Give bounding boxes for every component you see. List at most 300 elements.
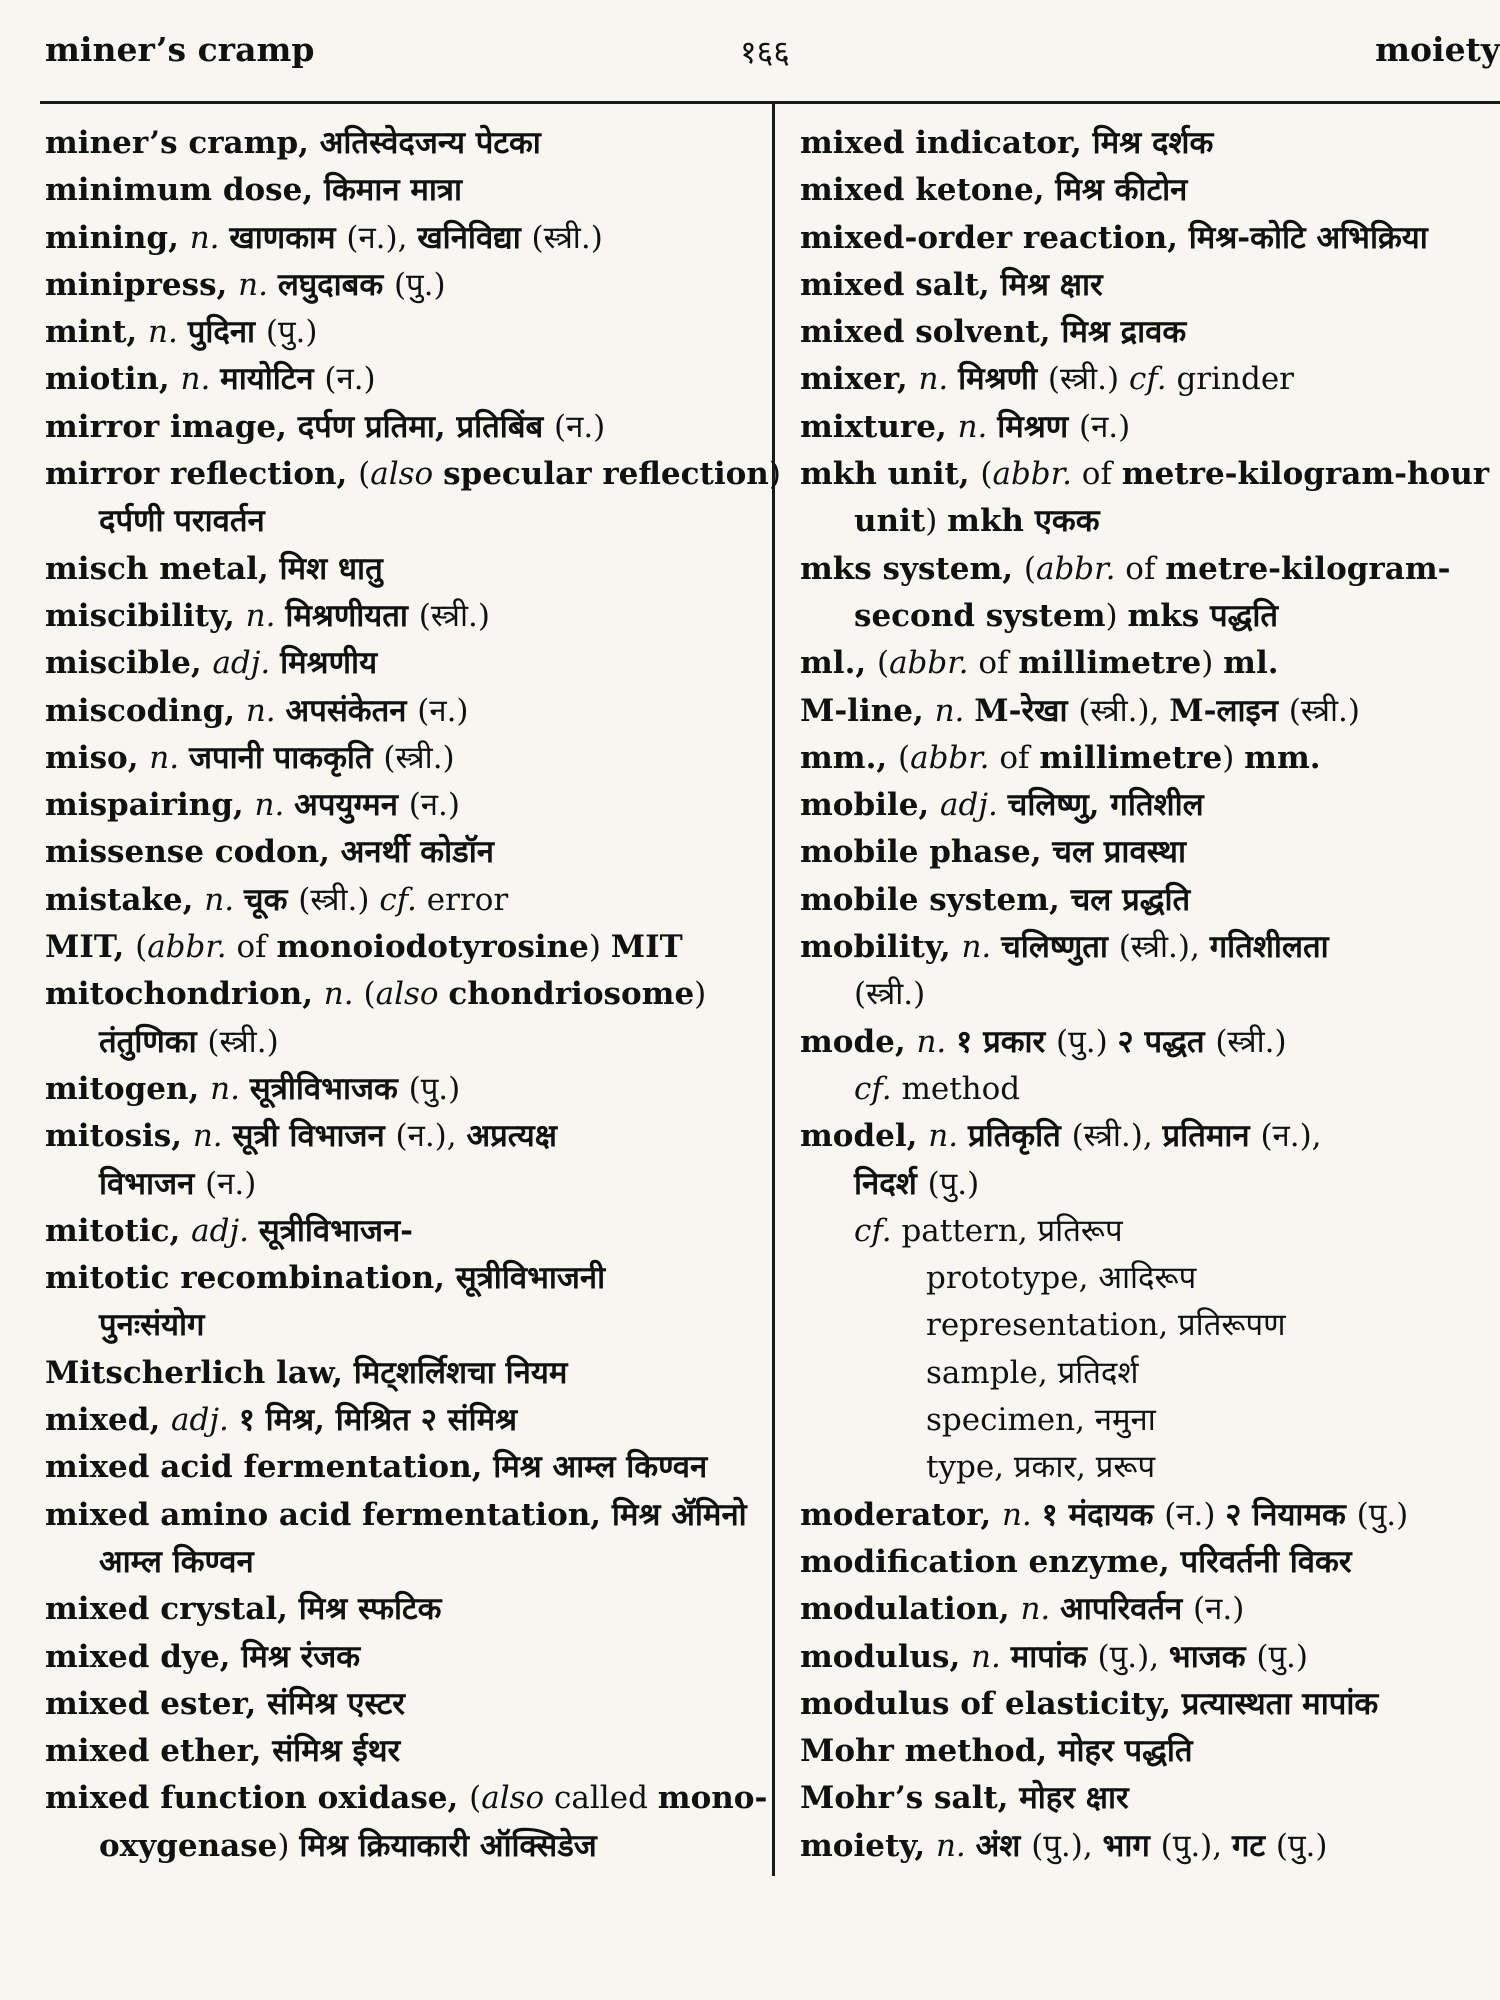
entry-line xyxy=(45,924,765,971)
headword: MIT, xyxy=(45,929,136,966)
entry-text: n. xyxy=(148,314,188,351)
entry-line xyxy=(800,498,1500,545)
entry-line xyxy=(800,924,1500,971)
headword: mixed function oxidase, xyxy=(45,1780,470,1817)
entry-line xyxy=(800,640,1500,687)
marathi-term: अनर्थी कोडॉन xyxy=(340,834,494,871)
entry-line xyxy=(45,1634,765,1681)
entry-line xyxy=(45,1775,768,1822)
entry-text: of xyxy=(978,645,1019,682)
entry-text: ) xyxy=(925,503,948,540)
marathi-term: आपरिवर्तन xyxy=(1060,1591,1194,1628)
marathi-term: संमिश्र एस्टर xyxy=(267,1685,405,1722)
entry-text: abbr. xyxy=(992,456,1082,493)
headword: minimum dose, xyxy=(45,172,324,209)
entry-line xyxy=(45,593,765,640)
entry-line xyxy=(45,262,765,309)
entry-text: ) xyxy=(277,1827,300,1864)
entry-line xyxy=(800,546,1500,593)
headword: oxygenase xyxy=(99,1827,278,1864)
marathi-term: १ मिश्र, मिश्रित २ संमिश्र xyxy=(238,1402,518,1439)
entry-text: n. xyxy=(916,1023,957,1060)
entry-line xyxy=(800,1161,1500,1208)
entry-text: (स्त्री.) xyxy=(298,881,380,918)
entry-text: (स्त्री.), xyxy=(1078,692,1170,729)
entry-text: of xyxy=(1081,456,1122,493)
entry-text: n. xyxy=(957,408,998,445)
headword: Mitscherlich law, xyxy=(45,1354,354,1391)
marathi-term: अपसंकेतन xyxy=(285,692,418,729)
headword: mirror image, xyxy=(45,408,298,445)
entry-text: ) xyxy=(1105,597,1128,634)
entry-text: ) xyxy=(1222,739,1245,776)
headword: MIT xyxy=(610,929,683,966)
entry-text: abbr. xyxy=(910,739,1000,776)
headword: mint, xyxy=(45,314,149,351)
entry-text: (न.), xyxy=(395,1118,467,1155)
entry-text: (स्त्री.) xyxy=(207,1023,279,1060)
marathi-term: मिश धातु xyxy=(279,550,383,587)
entry-line xyxy=(800,262,1500,309)
entry-line xyxy=(45,215,765,262)
marathi-term: प्रतिमान xyxy=(1162,1118,1261,1155)
header-rule xyxy=(40,101,1500,104)
headword: mixed, xyxy=(45,1402,172,1439)
headword: millimetre xyxy=(1018,645,1202,682)
entry-text: ( xyxy=(897,739,911,776)
marathi-term: मिश्रणीय xyxy=(280,645,378,682)
entry-line xyxy=(800,1681,1500,1728)
marathi-term: गतिशीलता xyxy=(1209,929,1329,966)
headword: mitotic recombination, xyxy=(45,1260,456,1297)
entry-text: n. xyxy=(1020,1591,1061,1628)
marathi-term: तंतुणिका xyxy=(99,1023,208,1060)
entry-text: representation, प्रतिरूपण xyxy=(926,1307,1286,1344)
entry-text: ( xyxy=(876,645,890,682)
headword: mks xyxy=(1127,597,1210,634)
running-head-first-entry: miner’s cramp xyxy=(45,30,315,69)
entry-line xyxy=(45,829,765,876)
entry-line xyxy=(800,1208,1500,1255)
entry-line xyxy=(800,1775,1500,1822)
marathi-term: गट xyxy=(1231,1827,1276,1864)
entry-text: n. xyxy=(180,361,221,398)
marathi-term: M-लाइन xyxy=(1169,692,1289,729)
entry-line xyxy=(45,1255,765,1302)
entry-text: (पु.) xyxy=(1256,1638,1308,1675)
entry-text: also xyxy=(481,1780,555,1817)
entry-text: (स्त्री.), xyxy=(1118,929,1210,966)
entry-text: adj. xyxy=(212,645,281,682)
marathi-term: मिश्र क्षार xyxy=(1000,266,1103,303)
entry-text: n. xyxy=(204,881,244,918)
entry-line xyxy=(45,1728,765,1775)
entry-line xyxy=(800,1492,1500,1539)
entry-text: abbr. xyxy=(1035,550,1126,587)
entry-text: adj. xyxy=(171,1402,239,1439)
marathi-term: २ पद्धत xyxy=(1117,1023,1216,1060)
entry-text: (स्त्री.) xyxy=(1215,1023,1287,1060)
headword: modification enzyme, xyxy=(800,1543,1181,1580)
headword: specular reflection xyxy=(443,456,769,493)
headword: misch metal, xyxy=(45,550,280,587)
headword: mitotic, xyxy=(45,1212,192,1249)
marathi-term: मिट्शर्लिशचा नियम xyxy=(353,1354,568,1391)
headword: mixed ether, xyxy=(45,1733,273,1770)
marathi-term: चल प्रावस्था xyxy=(1052,834,1186,871)
entry-line xyxy=(45,309,765,356)
marathi-term: मिश्र ॲमिनो xyxy=(611,1496,747,1533)
entry-line xyxy=(45,1823,765,1870)
entry-line xyxy=(45,782,765,829)
entry-text: ( xyxy=(469,1780,482,1817)
headword: model, xyxy=(800,1118,929,1155)
headword: mobile phase, xyxy=(800,834,1053,871)
marathi-term: मिश्र आम्ल किण्वन xyxy=(493,1449,708,1486)
marathi-term: आम्ल किण्वन xyxy=(99,1543,254,1580)
entry-text: also xyxy=(375,976,449,1013)
entry-text: also xyxy=(370,456,444,493)
headword: mono- xyxy=(657,1780,768,1817)
headword: chondriosome xyxy=(448,976,695,1013)
entry-text: (पु.) xyxy=(408,1070,461,1107)
headword: modulus, xyxy=(800,1638,972,1675)
entry-line xyxy=(45,1302,765,1349)
entry-line xyxy=(800,1539,1500,1586)
entry-text: (पु.) xyxy=(1356,1496,1409,1533)
entry-text: adj. xyxy=(191,1212,259,1249)
entry-text: ) xyxy=(1201,645,1224,682)
entry-text: ) xyxy=(588,929,611,966)
marathi-term: खाणकाम xyxy=(229,219,347,256)
marathi-term: सूत्री विभाजन xyxy=(232,1118,396,1155)
headword: mkh xyxy=(947,503,1035,540)
entry-text: (पु.) xyxy=(265,314,318,351)
entry-text: sample, प्रतिदर्श xyxy=(926,1354,1139,1391)
marathi-term: मिश्र कीटोन xyxy=(1055,172,1188,209)
marathi-term: चूक xyxy=(243,881,299,918)
marathi-term: चल प्रद्धति xyxy=(1070,881,1191,918)
headword: moderator, xyxy=(800,1496,1002,1533)
entry-text: n. xyxy=(210,1070,250,1107)
entry-line xyxy=(800,1019,1500,1066)
marathi-term: सूत्रीविभाजन- xyxy=(258,1212,414,1249)
entry-text: n. xyxy=(245,597,286,634)
entry-text: n. xyxy=(245,692,286,729)
entry-line xyxy=(800,1823,1500,1870)
marathi-term: एकक xyxy=(1034,503,1100,540)
left-column xyxy=(45,120,781,1870)
entry-text: (न.), xyxy=(1260,1118,1322,1155)
entry-line xyxy=(800,688,1500,735)
entry-text: (स्त्री.) xyxy=(854,976,926,1013)
marathi-term: पुनःसंयोग xyxy=(99,1307,205,1344)
entry-line xyxy=(800,782,1500,829)
marathi-term: किमान मात्रा xyxy=(323,172,463,209)
marathi-term: अप्रत्यक्ष xyxy=(466,1118,558,1155)
headword: miscibility, xyxy=(45,597,246,634)
entry-line xyxy=(800,877,1500,924)
headword: metre-kilogram-hour xyxy=(1121,456,1490,493)
marathi-term: २ नियामक xyxy=(1225,1496,1357,1533)
entry-line xyxy=(45,1208,765,1255)
headword: miscoding, xyxy=(45,692,246,729)
entry-text: ( xyxy=(980,456,993,493)
headword: mixed dye, xyxy=(45,1638,242,1675)
entry-text: (स्त्री.), xyxy=(1071,1118,1163,1155)
entry-line xyxy=(800,1302,1500,1349)
marathi-term: मायोटिन xyxy=(220,361,325,398)
entry-text: (न.), xyxy=(346,219,418,256)
headword: ml., xyxy=(800,645,877,682)
entry-text: (पु.), xyxy=(1160,1827,1232,1864)
entry-line xyxy=(800,309,1500,356)
marathi-term: अपयुग्मन xyxy=(294,787,409,824)
entry-line xyxy=(800,167,1500,214)
headword: mixed-order reaction, xyxy=(800,219,1189,256)
entry-text: ( xyxy=(358,456,371,493)
marathi-term: अतिस्वेदजन्य पेटका xyxy=(319,125,541,161)
entry-line xyxy=(45,498,765,545)
marathi-term: भाग xyxy=(1102,1827,1161,1864)
running-head-last-entry: moiety xyxy=(1375,30,1500,69)
marathi-term: विभाजन xyxy=(99,1165,206,1202)
entry-line xyxy=(45,1397,765,1444)
entry-text: n. xyxy=(961,929,1002,966)
entry-line xyxy=(800,120,1500,167)
marathi-term: दर्पण प्रतिमा, प्रतिबिंब xyxy=(297,408,555,445)
headword: mixer, xyxy=(800,361,919,398)
marathi-term: मिश्र द्रावक xyxy=(1061,314,1187,351)
headword: mitochondrion, xyxy=(45,976,324,1013)
headword: miner’s cramp, xyxy=(45,125,320,161)
headword: mixed ketone, xyxy=(800,172,1056,209)
entry-text: n. xyxy=(238,266,278,303)
entry-line xyxy=(800,1444,1500,1491)
entry-text: (न.) xyxy=(205,1165,257,1202)
page-number: १६६ xyxy=(740,33,790,71)
entry-text: (न.) xyxy=(1164,1496,1226,1533)
entry-line xyxy=(45,120,765,167)
entry-text: type, प्रकार, प्ररूप xyxy=(926,1449,1156,1486)
entry-text: ( xyxy=(1023,550,1036,587)
entry-text: cf. xyxy=(854,1212,902,1249)
entry-text: (स्त्री.) xyxy=(531,219,603,256)
headword: metre-kilogram- xyxy=(1165,550,1451,587)
entry-text: cf. xyxy=(379,881,427,918)
headword: monoiodotyrosine xyxy=(276,929,589,966)
entry-line xyxy=(45,1586,765,1633)
headword: mirror reflection, xyxy=(45,456,359,493)
marathi-term: मिश्र रंजक xyxy=(241,1638,361,1675)
headword: mining, xyxy=(45,219,190,256)
headword: mitogen, xyxy=(45,1070,211,1107)
marathi-term: मोहर पद्धति xyxy=(1057,1733,1193,1770)
entry-text: error xyxy=(426,881,509,918)
headword: mixed solvent, xyxy=(800,314,1062,351)
headword: minipress, xyxy=(45,266,239,303)
headword: Mohr’s salt, xyxy=(800,1780,1020,1817)
marathi-term: दर्पणी परावर्तन xyxy=(99,503,265,540)
headword: mobility, xyxy=(800,929,962,966)
headword: mode, xyxy=(800,1023,917,1060)
headword: modulation, xyxy=(800,1591,1021,1628)
entry-line xyxy=(45,546,765,593)
entry-text: (न.) xyxy=(417,692,469,729)
marathi-term: संमिश्र ईथर xyxy=(272,1733,401,1770)
entry-text: (पु.), xyxy=(1097,1638,1169,1675)
entry-text: n. xyxy=(323,976,364,1013)
entry-text: (न.) xyxy=(554,408,606,445)
marathi-term: मिश्र-कोटि अभिक्रिया xyxy=(1188,219,1428,256)
entry-text: adj. xyxy=(940,787,1008,824)
entry-text: ( xyxy=(135,929,148,966)
headword: miso, xyxy=(45,739,150,776)
marathi-term: जपानी पाककृति xyxy=(188,739,384,776)
entry-text: n. xyxy=(149,739,189,776)
entry-line xyxy=(800,735,1500,782)
marathi-term: भाजक xyxy=(1168,1638,1257,1675)
entry-text: n. xyxy=(189,219,230,256)
marathi-term: मापांक xyxy=(1010,1638,1098,1675)
entry-text: abbr. xyxy=(147,929,237,966)
entry-text: (न.) xyxy=(408,787,460,824)
entry-line xyxy=(45,1113,765,1160)
headword: ml. xyxy=(1223,645,1279,682)
headword: modulus of elasticity, xyxy=(800,1685,1182,1722)
entry-line xyxy=(800,215,1500,262)
headword: mitosis, xyxy=(45,1118,193,1155)
entry-line xyxy=(800,1634,1500,1681)
entry-line xyxy=(800,1066,1500,1113)
entry-line xyxy=(45,1681,765,1728)
entry-text: n. xyxy=(935,1827,976,1864)
entry-line xyxy=(45,1161,765,1208)
headword: mixed crystal, xyxy=(45,1591,299,1628)
entry-text: abbr. xyxy=(889,645,979,682)
marathi-term: मिश्र क्रियाकारी ऑक्सिडेज xyxy=(299,1827,597,1864)
marathi-term: १ प्रकार xyxy=(956,1023,1057,1060)
marathi-term: निदर्श xyxy=(854,1165,928,1202)
entry-line xyxy=(45,404,765,451)
entry-line xyxy=(800,1350,1500,1397)
entry-line xyxy=(45,688,765,735)
marathi-term: लघुदाबक xyxy=(277,266,394,303)
headword: Mohr method, xyxy=(800,1733,1058,1770)
headword: unit xyxy=(854,503,926,540)
headword: mm. xyxy=(1244,739,1321,776)
headword: mixed acid fermentation, xyxy=(45,1449,494,1486)
entry-line xyxy=(45,735,765,782)
headword: mixed amino acid fermentation, xyxy=(45,1496,612,1533)
entry-text: cf. xyxy=(1129,361,1177,398)
headword: mispairing, xyxy=(45,787,255,824)
entry-text: n. xyxy=(918,361,959,398)
entry-text: specimen, नमुना xyxy=(926,1402,1156,1439)
entry-line xyxy=(800,356,1500,403)
headword: second system xyxy=(854,597,1106,634)
entry-line xyxy=(800,971,1500,1018)
headword: mixed ester, xyxy=(45,1685,268,1722)
marathi-term: खनिविद्या xyxy=(417,219,532,256)
entry-text: (स्त्री.) xyxy=(1047,361,1129,398)
entry-line xyxy=(45,1019,765,1066)
marathi-term: चलिष्णु, गतिशील xyxy=(1007,787,1204,824)
headword: moiety, xyxy=(800,1827,936,1864)
entry-text: method xyxy=(901,1070,1021,1107)
headword: mistake, xyxy=(45,881,205,918)
entry-text: ( xyxy=(363,976,376,1013)
marathi-term: प्रत्यास्थता मापांक xyxy=(1181,1685,1379,1722)
entry-line xyxy=(45,356,765,403)
headword: millimetre xyxy=(1039,739,1223,776)
entry-text: called xyxy=(554,1780,658,1817)
headword: mixed indicator, xyxy=(800,125,1093,161)
entry-line xyxy=(800,593,1500,640)
entry-line xyxy=(800,1586,1500,1633)
headword: missense codon, xyxy=(45,834,341,871)
entry-text: (पु.) xyxy=(927,1165,980,1202)
entry-line xyxy=(45,1066,765,1113)
entry-text: n. xyxy=(934,692,975,729)
headword: M-line, xyxy=(800,692,935,729)
entry-text: ) xyxy=(694,976,707,1013)
entry-text: n. xyxy=(1001,1496,1042,1533)
marathi-term: मिश्रणी xyxy=(958,361,1048,398)
entry-text: (न.) xyxy=(1078,408,1131,445)
marathi-term: प्रतिकृति xyxy=(967,1118,1072,1155)
column-divider xyxy=(772,104,775,1876)
marathi-term: सूत्रीविभाजनी xyxy=(455,1260,606,1297)
entry-text: of xyxy=(236,929,277,966)
entry-text: n. xyxy=(928,1118,968,1155)
entry-text: (पु.) xyxy=(393,266,446,303)
headword: miscible, xyxy=(45,645,213,682)
entry-text: n. xyxy=(192,1118,233,1155)
entry-text: of xyxy=(999,739,1040,776)
entry-line xyxy=(45,1350,765,1397)
marathi-term: चलिष्णुता xyxy=(1001,929,1119,966)
entry-line xyxy=(800,1397,1500,1444)
headword: mkh unit, xyxy=(800,456,981,493)
entry-text: grinder xyxy=(1176,361,1295,398)
entry-line xyxy=(45,1539,765,1586)
entry-text: (न.) xyxy=(1193,1591,1245,1628)
entry-line xyxy=(45,877,765,924)
marathi-term: १ मंदायक xyxy=(1041,1496,1165,1533)
marathi-term: पुदिना xyxy=(187,314,266,351)
entry-text: (पु.), xyxy=(1031,1827,1103,1864)
entry-text: (स्त्री.) xyxy=(1288,692,1360,729)
entry-text: n. xyxy=(254,787,295,824)
entry-line xyxy=(45,640,765,687)
entry-text: (स्त्री.) xyxy=(383,739,455,776)
marathi-term: मिश्र दर्शक xyxy=(1092,125,1214,161)
entry-text: (पु.) xyxy=(1056,1023,1118,1060)
headword: mobile, xyxy=(800,787,941,824)
entry-line xyxy=(45,167,765,214)
entry-text: (न.) xyxy=(324,361,376,398)
headword: mks system, xyxy=(800,550,1024,587)
entry-text: prototype, आदिरूप xyxy=(926,1260,1197,1297)
marathi-term: सूत्रीविभाजक xyxy=(249,1070,409,1107)
entry-text: of xyxy=(1125,550,1166,587)
entry-line xyxy=(45,1492,765,1539)
entry-text: (स्त्री.) xyxy=(418,597,491,634)
entry-line xyxy=(800,404,1500,451)
entry-line xyxy=(800,1255,1500,1302)
headword: mm., xyxy=(800,739,898,776)
